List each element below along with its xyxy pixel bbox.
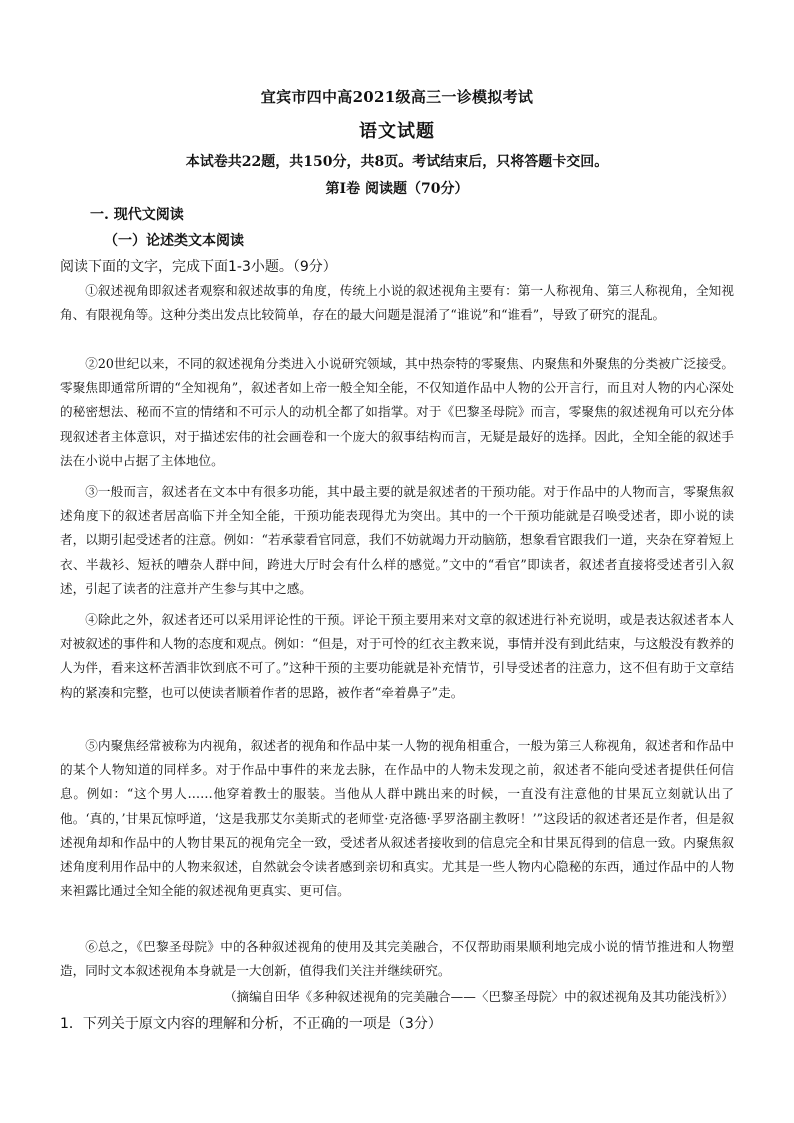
paragraph-1: ①叙述视角即叙述者观察和叙述故事的角度，传统上小说的叙述视角主要有：第一人称视角、第三人称视角，全知视角、有限视角等。这种分类出发点比较简单，存在的最大问题是混淆了“谁说”和“谁看”，导致了研究的混乱。 — [60, 283, 734, 323]
section-title: 第Ⅰ卷 阅读题（70分） — [325, 181, 469, 197]
school-title: 宜宾市四中高2021级高三一诊模拟考试 — [260, 88, 534, 106]
paragraph-6: ⑥总之，《巴黎圣母院》中的各种叙述视角的使用及其完美融合，不仅帮助雨果顺利地完成小说的情节推进和人物塑造，同时文本叙述视角本身就是一大创新，值得我们关注并继续研究。 — [60, 939, 734, 979]
paragraph-3: ③一般而言，叙述者在文本中有很多功能，其中最主要的就是叙述者的干预功能。对于作品中的人物而言，零聚焦叙述角度下的叙述者居高临下并全知全能，干预功能表现得尤为突出。其中的一个干预功能就是召唤受述者，即小说的读者，以期引起受述者的注意。例如：“若承蒙看官同意，我们不妨就竭力开动脑筋，想象看官跟我们一道，夹杂在穿着短上衣、半裁衫、短袄的嘈杂人群中间，跨进大厅时会有什么样的感觉。”文中的“看官”即读者，叙述者直接将受述者引入叙述，引起了读者的注意并产生参与其中之感。 — [60, 484, 734, 596]
subject-title: 语文试题 — [359, 121, 435, 142]
part-heading: 一. 现代文阅读 — [90, 207, 184, 223]
reading-instruction: 阅读下面的文字，完成下面1-3小题。（9分） — [60, 259, 337, 275]
source-citation: （摘编自田华《多种叙述视角的完美融合——〈巴黎圣母院〉中的叙述视角及其功能浅析》） — [223, 989, 734, 1004]
question-1: 1．下列关于原文内容的理解和分析，不正确的一项是（3分） — [60, 1016, 442, 1032]
exam-notice: 本试卷共22题，共150分，共8页。考试结束后，只将答题卡交回。 — [185, 154, 609, 170]
paragraph-4: ④除此之外，叙述者还可以采用评论性的干预。评论干预主要用来对文章的叙述进行补充说明，或是表达叙述者本人对被叙述的事件和人物的态度和观点。例如：“但是，对于可怜的红衣主教来说，事情并没有到此结束，与这般没有教养的人为伴，看来这杯苦酒非饮到底不可了。”这种干预的主要功能就是补充情节，引导受述者的注意力，这不但有助于文章结构的紧凑和完整，也可以使读者顺着作者的思路，被作者“牵着鼻子”走。 — [60, 612, 734, 700]
paragraph-5: ⑤内聚焦经常被称为内视角，叙述者的视角和作品中某一人物的视角相重合，一般为第三人称视角，叙述者和作品中的某个人物知道的同样多。对于作品中事件的来龙去脉，在作品中的人物未发现之前，叙述者不能向受述者提供任何信息。例如：“这个男人……他穿着教士的服装。当他从人群中跳出来的时候，一直没有注意他的甘果瓦立刻就认出了他。‘真的，’甘果瓦惊呼道，‘这是我那艾尔美斯式的老师堂·克洛德·孚罗洛副主教呀！’”这段话的叙述者还是作者，但是叙述视角却和作品中的人物甘果瓦的视角完全一致，受述者从叙述者接收到的信息完全和甘果瓦得到的信息一致。内聚焦叙述角度利用作品中的人物来叙述，自然就会令读者感到亲切和真实。尤其是一些人物内心隐秘的东西，通过作品中的人物来袒露比通过全知全能的叙述视角更真实、更可信。 — [60, 738, 734, 899]
paragraph-2: ②20世纪以来，不同的叙述视角分类进入小说研究领域，其中热奈特的零聚焦、内聚焦和外聚焦的分类被广泛接受。零聚焦即通常所谓的“全知视角”，叙述者如上帝一般全知全能，不仅知道作品中人物的公开言行，而且对人物的内心深处的秘密想法、秘而不宣的情绪和不可示人的动机全都了如指掌。对于《巴黎圣母院》而言，零聚焦的叙述视角可以充分体现叙述者主体意识，对于描述宏伟的社会画卷和一个庞大的叙事结构而言，无疑是最好的选择。因此，全知全能的叙述手法在小说中占据了主体地位。 — [60, 356, 734, 468]
part-subheading: （一）论述类文本阅读 — [104, 233, 244, 249]
